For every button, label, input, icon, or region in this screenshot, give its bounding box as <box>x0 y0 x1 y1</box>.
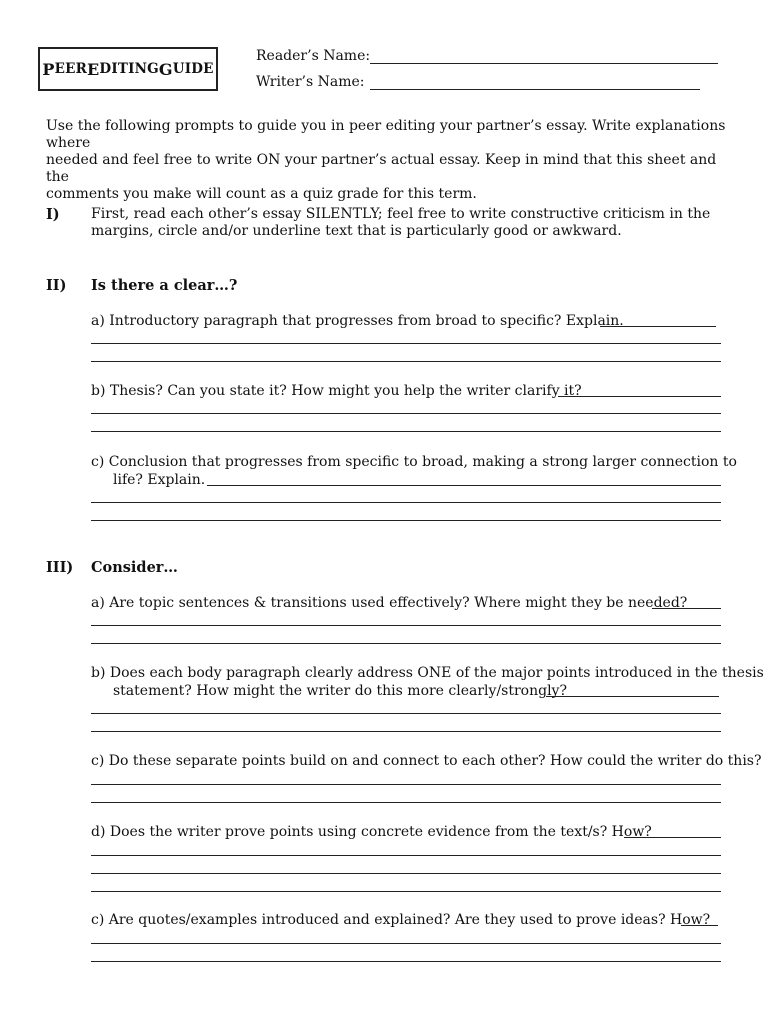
answer-line-3b[interactable] <box>546 696 719 697</box>
section-2-title: Is there a clear…? <box>91 277 238 294</box>
question-3b: b) Does each body paragraph clearly address ONE of the major points introduced in the thesis <box>91 665 764 681</box>
section-1-line: margins, circle and/or underline text that is particularly good or awkward. <box>91 223 622 239</box>
reader-name-label: Reader’s Name: <box>256 48 371 64</box>
title-cap-g: G <box>158 59 173 79</box>
intro-paragraph <box>46 118 736 203</box>
answer-line-3b[interactable] <box>91 731 721 732</box>
answer-line-3c[interactable] <box>91 802 721 803</box>
section-3-title: Consider… <box>91 559 178 576</box>
question-3c: c) Do these separate points build on and connect to each other? How could the writer do this? <box>91 753 762 769</box>
question-2c: c) Conclusion that progresses from specific to broad, making a strong larger connection to <box>91 454 737 470</box>
answer-line-2b[interactable] <box>558 396 721 397</box>
title-cap-p: P <box>42 59 55 79</box>
question-2b: b) Thesis? Can you state it? How might you help the writer clarify it? <box>91 383 582 399</box>
question-2c-continued: life? Explain. <box>113 472 206 488</box>
answer-line-3e[interactable] <box>91 943 721 944</box>
answer-line-3a[interactable] <box>91 643 721 644</box>
answer-line-3d[interactable] <box>91 891 721 892</box>
intro-line: Use the following prompts to guide you in peer editing your partner’s essay. Write explanations where <box>46 118 726 151</box>
answer-line-3a[interactable] <box>91 625 721 626</box>
answer-line-2a[interactable] <box>600 326 716 327</box>
answer-line-3c[interactable] <box>91 784 721 785</box>
answer-line-2b[interactable] <box>91 431 721 432</box>
answer-line-2c[interactable] <box>207 485 721 486</box>
reader-name-field[interactable] <box>370 63 718 64</box>
intro-line: needed and feel free to write ON your partner’s actual essay. Keep in mind that this sheet and the <box>46 152 717 185</box>
answer-line-2a[interactable] <box>91 343 721 344</box>
section-2-number: II) <box>46 277 67 294</box>
answer-line-3d[interactable] <box>91 873 721 874</box>
question-3a: a) Are topic sentences & transitions used effectively? Where might they be needed? <box>91 595 688 611</box>
intro-line: comments you make will count as a quiz grade for this term. <box>46 186 477 202</box>
answer-line-3e[interactable] <box>681 925 718 926</box>
section-1-text <box>91 206 731 240</box>
title-rest-diting: DITING <box>99 61 159 77</box>
answer-line-3b[interactable] <box>91 713 721 714</box>
answer-line-2a[interactable] <box>91 361 721 362</box>
title-rest-uide: UIDE <box>172 61 214 77</box>
writer-name-label: Writer’s Name: <box>256 74 365 90</box>
section-3-number: III) <box>46 559 74 576</box>
answer-line-3d[interactable] <box>91 855 721 856</box>
page-title <box>38 47 218 91</box>
question-3e: c) Are quotes/examples introduced and explained? Are they used to prove ideas? How? <box>91 912 711 928</box>
question-3d: d) Does the writer prove points using concrete evidence from the text/s? How? <box>91 824 652 840</box>
answer-line-2c[interactable] <box>91 520 721 521</box>
answer-line-2c[interactable] <box>91 502 721 503</box>
section-1-number: I) <box>46 206 60 223</box>
question-3b-continued: statement? How might the writer do this more clearly/strongly? <box>113 683 567 699</box>
title-cap-e: E <box>87 59 100 79</box>
answer-line-2b[interactable] <box>91 413 721 414</box>
question-2a: a) Introductory paragraph that progresses from broad to specific? Explain. <box>91 313 624 329</box>
answer-line-3e[interactable] <box>91 961 721 962</box>
writer-name-field[interactable] <box>370 89 700 90</box>
section-1-line: First, read each other’s essay SILENTLY; feel free to write constructive criticism in the <box>91 206 711 222</box>
answer-line-3a[interactable] <box>652 608 721 609</box>
answer-line-3d[interactable] <box>624 837 721 838</box>
title-rest-eer: EER <box>54 61 87 77</box>
